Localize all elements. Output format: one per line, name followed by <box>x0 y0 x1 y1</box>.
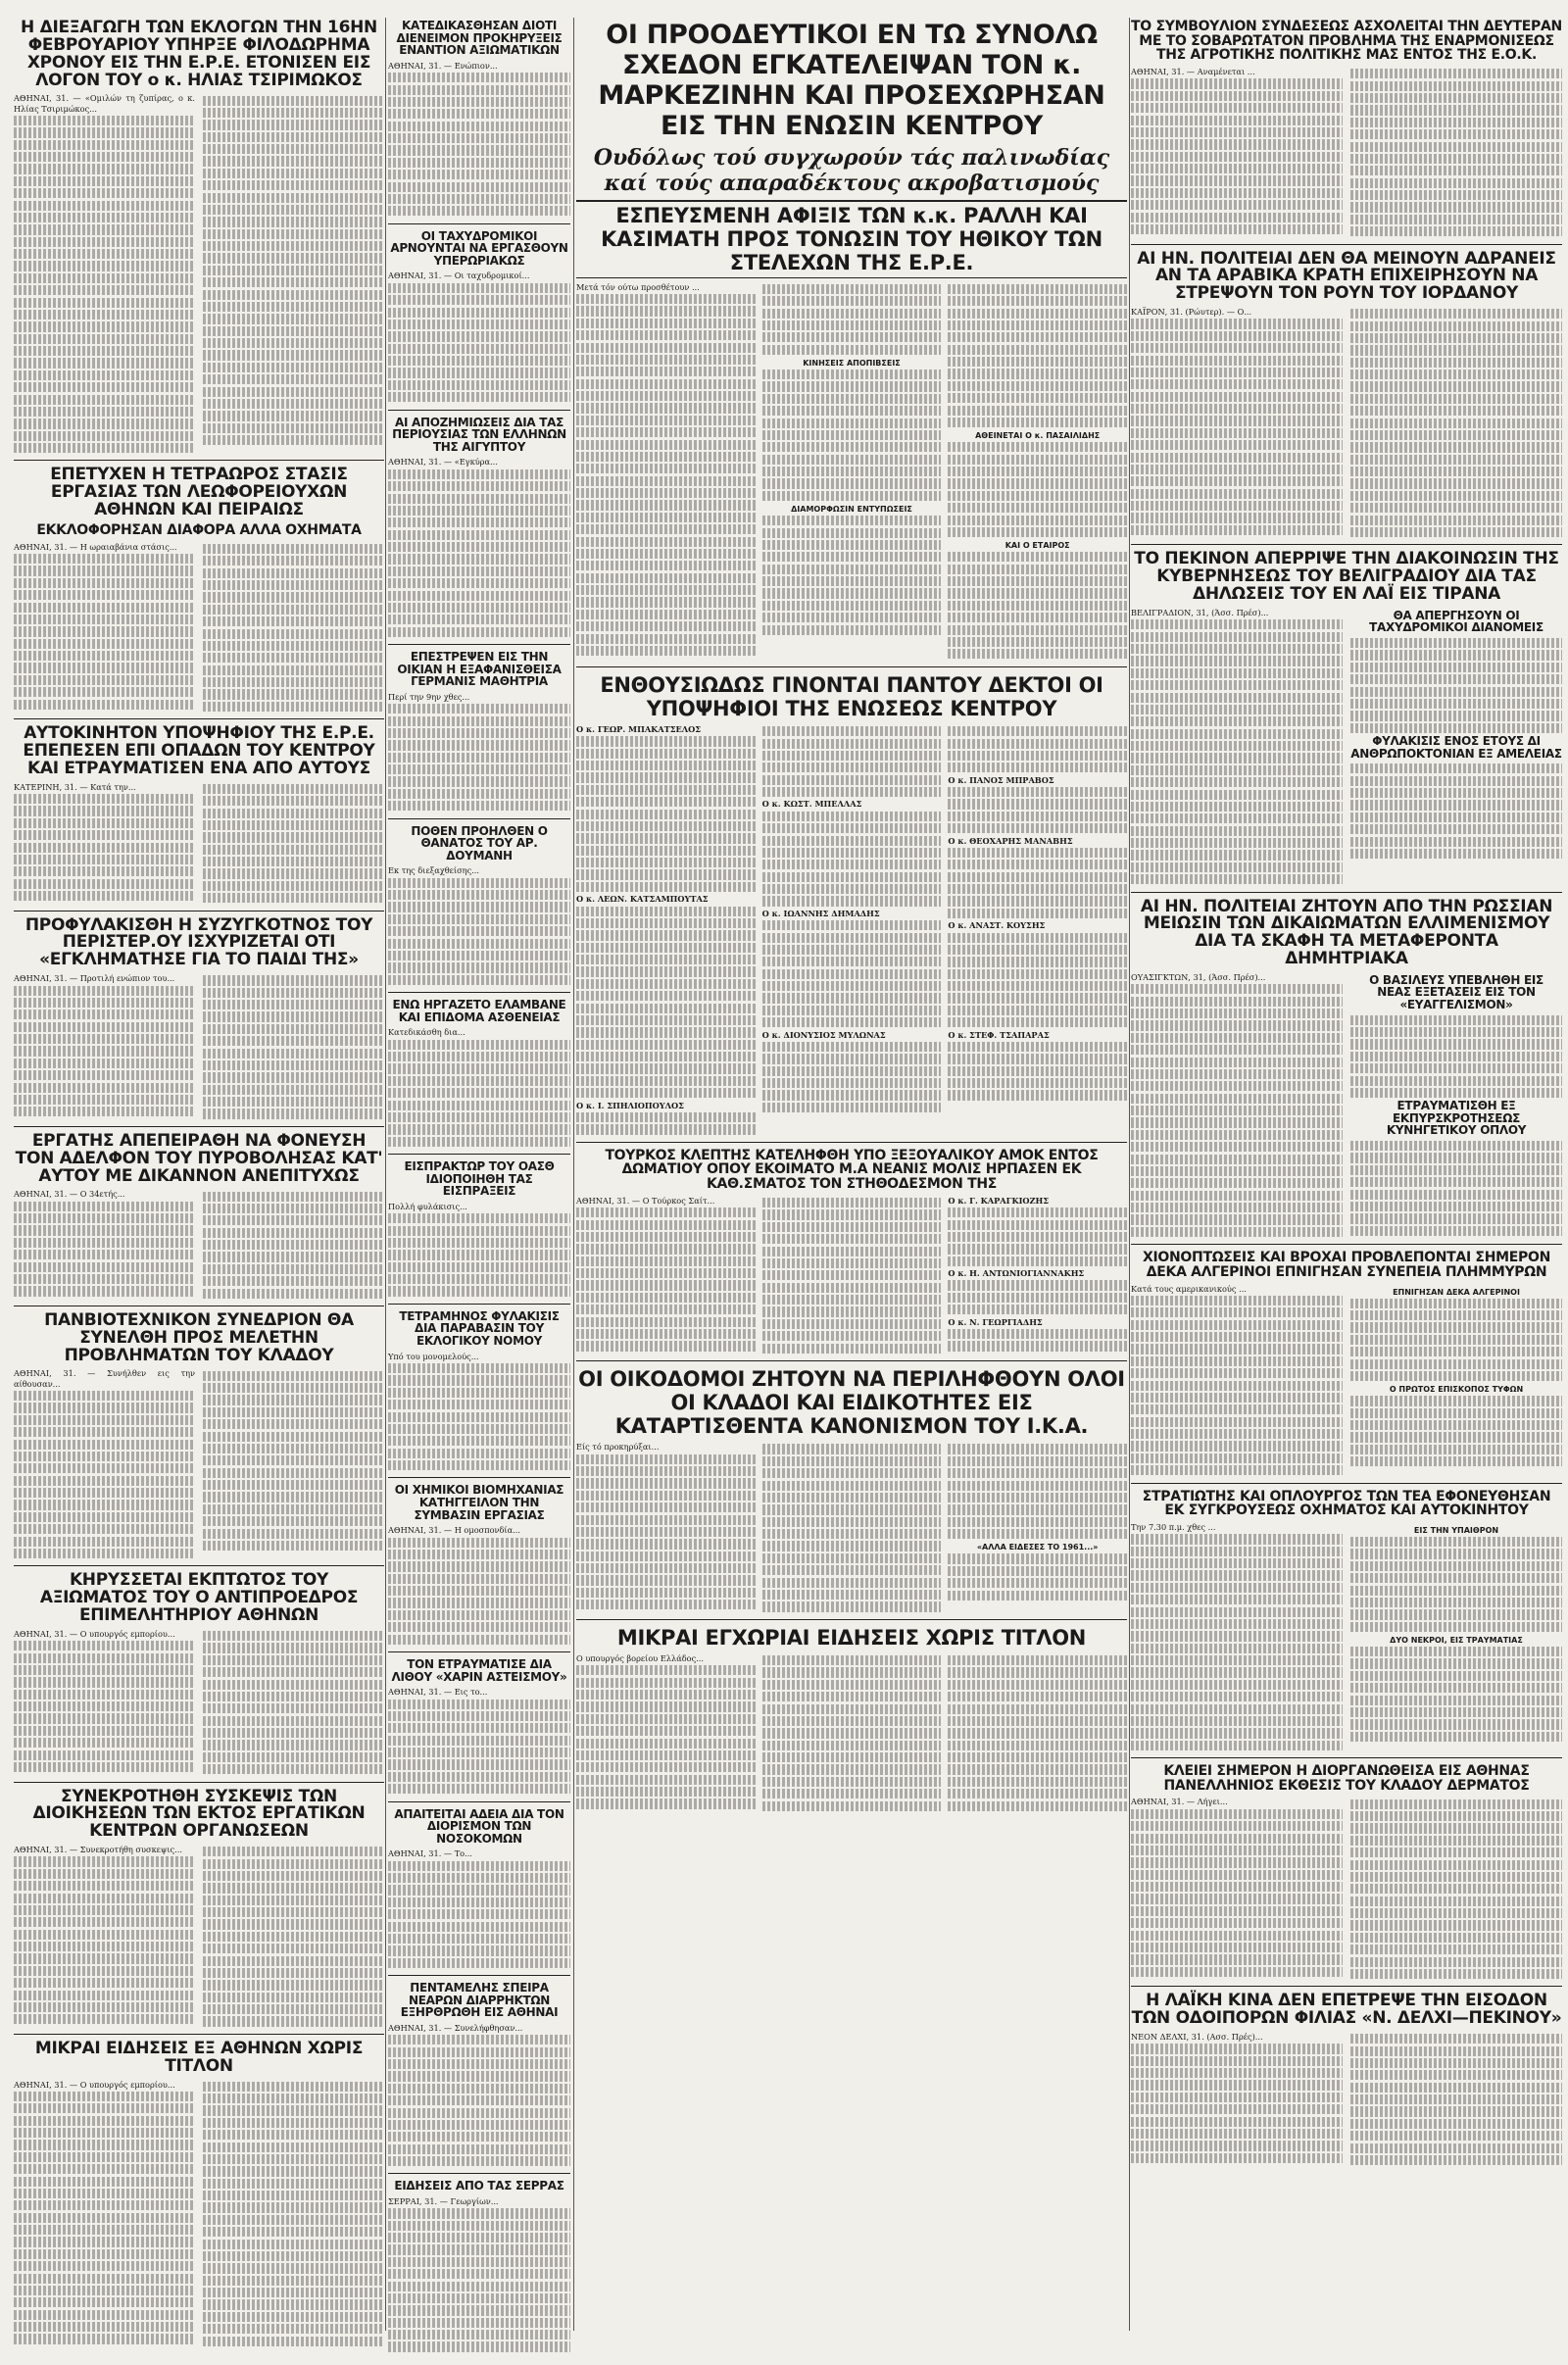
main-headline: ΟΙ ΠΡΟΟΔΕΥΤΙΚΟΙ ΕΝ ΤΩ ΣΥΝΟΛΩ ΣΧΕΔΟΝ ΕΓΚΑΤΕΛΕΙΨΑΝ ΤΟΝ κ. ΜΑΡΚΕΖΙΝΗΝ ΚΑΙ ΠΡΟΣΕΧΩΡΗΣΑΝ ΕΙΣ ΤΗΝ ΕΝΩΣΙΝ ΚΕΝΤΡΟΥ <box>598 20 1105 142</box>
column-rule <box>1129 18 1130 2331</box>
body-text <box>1350 764 1562 859</box>
article <box>14 914 384 1127</box>
headline: ΚΛΕΙΕΙ ΣΗΜΕΡΟΝ Η ΔΙΟΡΓΑΝΩΘΕΙΣΑ ΕΙΣ ΑΘΗΝΑΣ ΠΑΝΕΛΛΗΝΙΟΣ ΕΚΘΕΣΙΣ ΤΟΥ ΚΛΑΔΟΥ ΔΕΡΜΑΤΟΣ <box>1163 1763 1530 1794</box>
article <box>14 2038 384 2353</box>
body-text <box>762 1655 942 1811</box>
article-lead: ΑΘΗΝΑΙ, 31. — Το... <box>388 1848 472 1859</box>
article <box>388 1658 570 1802</box>
candidate-name: Ο κ. ΙΩΑΝΝΗΣ ΔΗΜΑΔΗΣ <box>761 908 880 918</box>
article <box>1131 1993 1562 2172</box>
body-text <box>203 1371 384 1551</box>
body-text <box>203 784 384 904</box>
body-text <box>1131 78 1343 234</box>
body-text <box>203 2082 384 2346</box>
article <box>388 20 570 224</box>
body-text <box>203 1847 384 2026</box>
body-text <box>388 2035 570 2166</box>
body-text <box>203 544 384 712</box>
article-lead: ΑΘΗΝΑΙ, 31. — Ο 34ετής... <box>14 1189 125 1200</box>
article-lead: Κατεδικάσθη δια... <box>388 1027 466 1038</box>
deck-headline: ΕΣΠΕΥΣΜΕΝΗ ΑΦΙΞΙΣ ΤΩΝ κ.κ. ΡΑΛΛΗ ΚΑΙ ΚΑΣΙΜΑΤΗ ΠΡΟΣ ΤΟΝΩΣΙΝ ΤΟΥ ΗΘΙΚΟΥ ΤΩΝ ΣΤΕΛΕΧΩΝ ΤΗΣ Ε.Ρ.Ε. <box>576 200 1127 277</box>
body-text <box>14 1641 195 1772</box>
body-text <box>1350 1396 1562 1466</box>
section-subhead: ΕΙΣ ΤΗΝ ΥΠΑΙΘΡΟΝ <box>1413 1525 1499 1535</box>
body-text <box>14 2092 195 2344</box>
article <box>14 1309 384 1566</box>
article-lead: ΑΘΗΝΑΙ, 31. — Η ομοσπονδία... <box>388 1525 520 1536</box>
body-text <box>14 986 195 1117</box>
body-text <box>948 1444 1127 1539</box>
article <box>1131 1490 1562 1759</box>
headline: ΠΕΝΤΑΜΕΛΗΣ ΣΠΕΙΡΑ ΝΕΑΡΩΝ ΔΙΑΡΡΗΚΤΩΝ ΕΞΗΡΘΡΩΘΗ ΕΙΣ ΑΘΗΝΑΙ <box>400 1981 559 2020</box>
body-text <box>1350 638 1562 733</box>
article-lead: ΑΘΗΝΑΙ, 31. — «Ομιλών τη ζυπίρας, ο κ. Ηλίας Τσιριμώκος... <box>14 93 195 114</box>
article <box>388 417 570 645</box>
article <box>388 999 570 1155</box>
headline: ΑΙ ΗΝ. ΠΟΛΙΤΕΙΑΙ ΖΗΤΟΥΝ ΑΠΟ ΤΗΝ ΡΩΣΣΙΑΝ ΜΕΙΩΣΙΝ ΤΩΝ ΔΙΚΑΙΩΜΑΤΩΝ ΕΛΛΙΜΕΝΙΣΜΟΥ ΔΙΑ ΤΑ ΣΚΑΦΗ ΤΑ ΜΕΤΑΦΕΡΟΝΤΑ ΔΗΜΗΤΡΙΑΚΑ <box>1140 896 1553 969</box>
article <box>576 1626 1127 1818</box>
article <box>1131 1251 1562 1483</box>
candidate-name: Ο κ. Η. ΑΝΤΩΝΙΟΓΙΑΝΝΑΚΗΣ <box>948 1268 1085 1279</box>
article-lead: ΑΘΗΝΑΙ, 31. — Αναμένεται ... <box>1131 67 1255 77</box>
headline: ΕΙΣΠΡΑΚΤΩΡ ΤΟΥ ΟΑΣΘ ΙΔΙΟΠΟΙΗΘΗ ΤΑΣ ΕΙΣΠΡΑΞΕΙΣ <box>404 1159 555 1199</box>
body-text <box>948 442 1127 537</box>
body-text <box>388 1363 570 1470</box>
headline: Η ΛΑΪΚΗ ΚΙΝΑ ΔΕΝ ΕΠΕΤΡΕΨΕ ΤΗΝ ΕΙΣΟΔΟΝ ΤΩΝ ΟΔΟΙΠΟΡΩΝ ΦΙΛΙΑΣ «Ν. ΔΕΛΧΙ—ΠΕΚΙΝΟΥ» <box>1131 1991 1562 2029</box>
article-lead: ΟΥΑΣΙΓΚΤΩΝ, 31, (Άσσ. Πρέσ)... <box>1131 971 1266 982</box>
body-text <box>762 1042 942 1112</box>
body-text <box>762 516 942 635</box>
body-text <box>948 1207 1127 1266</box>
headline: ΕΙΔΗΣΕΙΣ ΑΠΟ ΤΑΣ ΣΕΡΡΑΣ <box>394 2179 564 2193</box>
article-lead: ΑΘΗΝΑΙ, 31. — Προτιλή ενώπιον του... <box>14 973 175 984</box>
headline: ΕΝΘΟΥΣΙΩΔΩΣ ΓΙΝΟΝΤΑΙ ΠΑΝΤΟΥ ΔΕΚΤΟΙ ΟΙ ΥΠΟΨΗΦΙΟΙ ΤΗΣ ΕΝΩΣΕΩΣ ΚΕΝΤΡΟΥ <box>600 672 1103 720</box>
body-text <box>948 726 1127 772</box>
candidate-name: Ο κ. ΓΕΩΡ. ΜΠΑΚΑΤΣΕΛΟΣ <box>576 723 702 734</box>
article <box>576 1149 1127 1361</box>
body-text <box>1350 1537 1562 1632</box>
article <box>14 1130 384 1306</box>
candidate-name: Ο κ. Γ. ΚΑΡΑΓΚΙΟΖΗΣ <box>948 1195 1050 1206</box>
body-text <box>576 1454 756 1610</box>
article-lead: ΚΑΤΕΡΙΝΗ, 31. — Κατά την... <box>14 781 136 792</box>
column-4 <box>1131 18 1562 2178</box>
article-lead: Είς τό προκηρύξαι... <box>576 1442 660 1453</box>
article-lead: ΑΘΗΝΑΙ, 31. — Συνήλθεν εις την αίθουσαν... <box>14 1368 195 1389</box>
headline: ΠΡΟΦΥΛΑΚΙΣΘΗ Η ΣΥΖΥΓΚΟΤΝΟΣ ΤΟΥ ΠΕΡΙΣΤΕΡ.ΟΥ ΙΣΧΥΡΙΖΕΤΑΙ ΟΤΙ «ΕΓΚΛΗΜΑΤΗΣΕ ΓΙΑ ΤΟ ΠΑΙΔΙ ΤΗΣ» <box>24 914 373 970</box>
italic-subheadline: Ουδόλως τού συγχωρούν τάς παλινωδίας καί τούς απαραδέκτους ακροβατισμούς <box>593 145 1110 197</box>
headline: ΕΠΕΤΥΧΕΝ Η ΤΕΤΡΑΩΡΟΣ ΣΤΑΣΙΣ ΕΡΓΑΣΙΑΣ ΤΩΝ ΛΕΩΦΟΡΕΙΟΥΧΩΝ ΑΘΗΝΩΝ ΚΑΙ ΠΕΙΡΑΙΩΣ <box>50 465 348 520</box>
body-text <box>388 878 570 985</box>
headline: ΑΙ ΗΝ. ΠΟΛΙΤΕΙΑΙ ΔΕΝ ΘΑ ΜΕΙΝΟΥΝ ΑΔΡΑΝΕΙΣ ΑΝ ΤΑ ΑΡΑΒΙΚΑ ΚΡΑΤΗ ΕΠΙΧΕΙΡΗΣΟΥΝ ΝΑ ΣΤΡΕΨΟΥΝ ΤΟΝ ΡΟΥΝ ΤΟΥ ΙΟΡΔΑΝΟΥ <box>1137 248 1556 304</box>
body-text <box>948 1042 1127 1101</box>
article <box>14 20 384 461</box>
article-lead: Την 7.30 π.μ. χθες ... <box>1131 1521 1216 1532</box>
body-text <box>203 1192 384 1299</box>
body-text <box>1350 69 1562 236</box>
body-text <box>948 1655 1127 1811</box>
article-lead: ΑΘΗΝΑΙ, 31. — Οι ταχυδρομικοί... <box>388 271 530 281</box>
headline: ΠΑΝΒΙΟΤΕΧΝΙΚΟΝ ΣΥΝΕΔΡΙΟΝ ΘΑ ΣΥΝΕΛΘΗ ΠΡΟΣ ΜΕΛΕΤΗΝ ΠΡΟΒΛΗΜΑΤΩΝ ΤΟΥ ΚΛΑΔΟΥ <box>44 1309 354 1365</box>
body-text <box>948 552 1127 659</box>
body-text <box>762 284 942 355</box>
body-text <box>14 1856 195 2024</box>
body-text <box>948 1280 1127 1314</box>
article <box>388 825 570 994</box>
article <box>1131 20 1562 245</box>
article-lead: ΒΕΛΙΓΡΑΔΙΟΝ, 31, (Άσσ. Πρέσ)... <box>1131 607 1269 617</box>
column-1 <box>14 18 384 2359</box>
lead-article <box>576 20 1127 667</box>
body-text <box>388 704 570 811</box>
article <box>388 1310 570 1479</box>
article <box>388 1808 570 1977</box>
body-text <box>14 554 195 710</box>
section-subhead: ΑΘΕΙΝΕΤΑΙ Ο κ. ΠΑΣΑΙΛΙΔΗΣ <box>975 431 1101 441</box>
article-lead: ΑΘΗΝΑΙ, 31. — Η ωραιαβάνια στάσις... <box>14 541 177 552</box>
body-text <box>1350 1141 1562 1236</box>
body-text <box>14 1202 195 1297</box>
subheadline: Ο ΒΑΣΙΛΕΥΣ ΥΠΕΒΛΗΘΗ ΕΙΣ ΝΕΑΣ ΕΞΕΤΑΣΕΙΣ ΕΙΣ ΤΟΝ «ΕΥΑΓΓΕΛΙΣΜΟΝ» <box>1369 972 1544 1012</box>
article <box>1131 248 1562 546</box>
body-text <box>948 284 1127 427</box>
article-lead: Υπό του μονομελούς... <box>388 1351 479 1361</box>
column-3 <box>576 18 1127 1824</box>
section-subhead: «ΑΛΛΑ ΕΙΔΕΣΕΣ ΤΟ 1961...» <box>976 1543 1099 1552</box>
article-lead: Περί την 9ην χθες... <box>388 691 470 702</box>
article <box>388 230 570 411</box>
article <box>1131 551 1562 892</box>
body-text <box>576 294 756 656</box>
body-text <box>1350 1647 1562 1742</box>
section-subhead: ΚΑΙ Ο ΕΤΑΙΡΟΣ <box>1004 541 1070 551</box>
article-lead: ΑΘΗΝΑΙ, 31. — Ο υπουργός εμπορίου... <box>14 2079 175 2090</box>
body-text <box>762 1198 942 1354</box>
body-text <box>1131 1296 1343 1475</box>
headline: ΤΟ ΣΥΜΒΟΥΛΙΟΝ ΣΥΝΔΕΣΕΩΣ ΑΣΧΟΛΕΙΤΑΙ ΤΗΝ ΔΕΥΤΕΡΑΝ ΜΕ ΤΟ ΣΟΒΑΡΩΤΑΤΟΝ ΠΡΟΒΛΗΜΑ ΤΗΣ ΕΝΑΡΜΟΝΙΣΕΩΣ ΤΗΣ ΑΓΡΟΤΙΚΗΣ ΠΟΛΙΤΙΚΗΣ ΜΑΣ ΕΝΤΟΣ ΤΗΣ Ε.Ο.Κ. <box>1131 19 1562 64</box>
article-lead: Κατά τους αμερικανικούς ... <box>1131 1283 1247 1294</box>
article-lead: ΑΘΗΝΑΙ, 31. — Συνεκροτήθη συσκεψις... <box>14 1845 182 1855</box>
article <box>14 467 384 719</box>
body-text <box>1131 2044 1343 2163</box>
article <box>576 1367 1127 1620</box>
article <box>14 725 384 911</box>
article-lead: ΑΘΗΝΑΙ, 31. — Συνελήφθησαν... <box>388 2022 523 2033</box>
body-text <box>948 787 1127 833</box>
section-subhead: ΔΙΑΜΟΡΦΩΣΙΝ ΕΝΤΥΠΩΣΕΙΣ <box>791 504 912 514</box>
body-text <box>203 975 384 1118</box>
headline: ΑΙ ΑΠΟΖΗΜΙΩΣΕΙΣ ΔΙΑ ΤΑΣ ΠΕΡΙΟΥΣΙΑΣ ΤΩΝ ΕΛΛΗΝΩΝ ΤΗΣ ΑΙΓΥΠΤΟΥ <box>392 415 566 454</box>
body-text <box>576 1665 756 1808</box>
section-subhead: Ο ΠΡΩΤΟΣ ΕΠΙΣΚΟΠΟΣ ΤΥΦΩΝ <box>1389 1385 1524 1395</box>
headline: ΜΙΚΡΑΙ ΕΓΧΩΡΙΑΙ ΕΙΔΗΣΕΙΣ ΧΩΡΙΣ ΤΙΤΛΟΝ <box>616 1625 1087 1650</box>
body-text <box>762 370 942 501</box>
column-2 <box>388 18 570 2365</box>
headline: ΜΙΚΡΑΙ ΕΙΔΗΣΕΙΣ ΕΞ ΑΘΗΝΩΝ ΧΩΡΙΣ ΤΙΤΛΟΝ <box>34 2038 364 2076</box>
article <box>14 1572 384 1782</box>
body-text <box>762 726 942 797</box>
column-rule <box>385 18 386 2331</box>
body-text <box>1131 984 1343 1237</box>
body-text <box>14 1391 195 1558</box>
headline: ΕΠΕΣΤΡΕΨΕΝ ΕΙΣ ΤΗΝ ΟΙΚΙΑΝ Η ΕΞΑΦΑΝΙΣΘΕΙΣΑ ΓΕΡΜΑΝΙΣ ΜΑΘΗΤΡΙΑ <box>397 650 562 689</box>
article-lead: Εκ της διεξαχθείσης... <box>388 865 479 876</box>
candidate-name: Ο κ. ΚΩΣΤ. ΜΠΕΛΛΑΣ <box>761 799 862 810</box>
article-lead: ΣΕΡΡΑΙ, 31. — Γεωργίων... <box>388 2195 499 2206</box>
article-lead: ΑΘΗΝΑΙ, 31. — Λήγει... <box>1131 1797 1228 1807</box>
article <box>388 1982 570 2174</box>
body-text <box>762 1444 942 1611</box>
headline: Η ΔΙΕΞΑΓΩΓΗ ΤΩΝ ΕΚΛΟΓΩΝ ΤΗΝ 16ΗΝ ΦΕΒΡΟΥΑΡΙΟΥ ΥΠΗΡΞΕ ΦΙΛΟΔΩΡΗΜΑ ΧΡΟΝΟΥ ΕΙΣ ΤΗΝ Ε.Ρ.Ε. ΕΤΟΝΙΣΕΝ ΕΙΣ ΛΟΓΟΝ ΤΟΥ ο κ. ΗΛΙΑΣ ΤΣΙΡΙΜΩΚΟΣ <box>21 18 377 90</box>
candidate-name: Ο κ. ΛΕΩΝ. ΚΑΤΣΑΜΠΟΥΤΑΣ <box>576 894 709 905</box>
headline: ΠΟΘΕΝ ΠΡΟΗΛΘΕΝ Ο ΘΑΝΑΤΟΣ ΤΟΥ ΑΡ. ΔΟΥΜΑΝΗ <box>411 823 548 862</box>
body-text <box>14 116 195 453</box>
body-text <box>388 2208 570 2351</box>
article-lead: ΝΕΟΝ ΔΕΛΧΙ, 31. (Ασσ. Πρές)... <box>1131 2031 1263 2042</box>
subheadline: ΦΥΛΑΚΙΣΙΣ ΕΝΟΣ ΕΤΟΥΣ ΔΙ ΑΝΘΡΩΠΟΚΤΟΝΙΑΝ ΕΞ ΑΜΕΛΕΙΑΣ <box>1350 734 1562 761</box>
body-text <box>576 1112 756 1135</box>
article-lead: ΑΘΗΝΑΙ, 31. — Εις το... <box>388 1687 488 1698</box>
body-text <box>388 469 570 637</box>
candidate-name: Ο κ. Ν. ΓΕΩΡΓΙΑΔΗΣ <box>948 1316 1043 1327</box>
body-text <box>1350 2034 1562 2165</box>
body-text <box>576 1207 756 1351</box>
article <box>576 673 1127 1143</box>
headline: ΣΤΡΑΤΙΩΤΗΣ ΚΑΙ ΟΠΛΟΥΡΓΟΣ ΤΩΝ ΤΕΑ ΕΦΟΝΕΥΘΗΣΑΝ ΕΚ ΣΥΓΚΡΟΥΣΕΩΣ ΟΧΗΜΑΤΟΣ ΚΑΙ ΑΥΤΟΚΙΝΗΤΟΥ <box>1142 1488 1551 1519</box>
body-text <box>1131 319 1343 535</box>
body-text <box>1350 1799 1562 1979</box>
headline: ΤΟΝ ΕΤΡΑΥΜΑΤΙΣΕ ΔΙΑ ΛΙΘΟΥ «ΧΑΡΙΝ ΑΣΤΕΙΣΜΟΥ» <box>391 1656 567 1684</box>
headline: ΤΕΤΡΑΜΗΝΟΣ ΦΥΛΑΚΙΣΙΣ ΔΙΑ ΠΑΡΑΒΑΣΙΝ ΤΟΥ ΕΚΛΟΓΙΚΟΥ ΝΟΜΟΥ <box>399 1308 560 1349</box>
article-lead: ΑΘΗΝΑΙ, 31. — Ο Τούρκος Σαίτ... <box>576 1195 715 1206</box>
headline: ΕΝΩ ΗΡΓΑΖΕΤΟ ΕΛΑΜΒΑΝΕ ΚΑΙ ΕΠΙΔΟΜΑ ΑΣΘΕΝΕΙΑΣ <box>392 998 566 1024</box>
body-text <box>388 73 570 216</box>
subheadline: ΘΑ ΑΠΕΡΓΗΣΟΥΝ ΟΙ ΤΑΧΥΔΡΟΜΙΚΟΙ ΔΙΑΝΟΜΕΙΣ <box>1369 608 1544 635</box>
headline: ΤΟΥΡΚΟΣ ΚΛΕΠΤΗΣ ΚΑΤΕΛΗΦΘΗ ΥΠΟ ΞΕΞΟΥΑΛΙΚΟΥ ΑΜΟΚ ΕΝΤΟΣ ΔΩΜΑΤΙΟΥ ΟΠΟΥ ΕΚΟΙΜΑΤΟ Μ.Α ΝΕΑΝΙΣ ΜΟΛΙΣ ΗΡΠΑΣΕΝ ΕΚ ΚΑΘ.ΣΜΑΤΟΣ ΤΟΝ ΣΤΗΘΟΔΕΣΜΟΝ ΤΗΣ <box>605 1147 1099 1193</box>
article <box>14 1786 384 2035</box>
body-text <box>576 736 756 892</box>
body-text <box>203 96 384 446</box>
subheadline: ΕΚΚΛΟΦΟΡΗΣΑΝ ΔΙΑΦΟΡΑ ΑΛΛΑ ΟΧΗΜΑΤΑ <box>36 522 362 538</box>
article <box>388 651 570 819</box>
candidate-name: Ο κ. ΘΕΟΧΑΡΗΣ ΜΑΝΑΒΗΣ <box>948 835 1073 846</box>
article <box>388 1160 570 1305</box>
headline: ΤΟ ΠΕΚΙΝΟΝ ΑΠΕΡΡΙΨΕ ΤΗΝ ΔΙΑΚΟΙΝΩΣΙΝ ΤΗΣ ΚΥΒΕΡΝΗΣΕΩΣ ΤΟΥ ΒΕΛΙΓΡΑΔΙΟΥ ΔΙΑ ΤΑΣ ΔΗΛΩΣΕΙΣ ΤΟΥ ΕΝ ΛΑΪ ΕΙΣ ΤΙΡΑΝΑ <box>1134 549 1559 605</box>
headline: ΑΠΑΙΤΕΙΤΑΙ ΑΔΕΙΑ ΔΙΑ ΤΟΝ ΔΙΟΡΙΣΜΟΝ ΤΩΝ ΝΟΣΟΚΟΜΩΝ <box>394 1806 564 1846</box>
candidate-name: Ο κ. ΔΙΟΝΥΣΙΟΣ ΜΥΛΩΝΑΣ <box>761 1029 886 1040</box>
headline: ΟΙ ΟΙΚΟΔΟΜΟΙ ΖΗΤΟΥΝ ΝΑ ΠΕΡΙΛΗΦΘΟΥΝ ΟΛΟΙ ΟΙ ΚΛΑΔΟΙ ΚΑΙ ΕΙΔΙΚΟΤΗΤΕΣ ΕΙΣ ΚΑΤΑΡΤΙΣΘΕΝΤΑ ΚΑΝΟΝΙΣΜΟΝ ΤΟΥ Ι.Κ.Α. <box>578 1366 1125 1439</box>
article-lead: Μετά τόν ούτω προσθέτουν ... <box>576 281 700 292</box>
subheadline: ΕΤΡΑΥΜΑΤΙΣΘΗ ΕΞ ΕΚΠΥΡΣΚΡΟΤΗΣΕΩΣ ΚΥΝΗΓΕΤΙΚΟΥ ΟΠΛΟΥ <box>1386 1099 1527 1138</box>
section-subhead: ΔΥΟ ΝΕΚΡΟΙ, ΕΙΣ ΤΡΑΥΜΑΤΙΑΣ <box>1390 1635 1523 1645</box>
body-text <box>388 1861 570 1968</box>
article-lead: ΑΘΗΝΑΙ, 31. — Ο υπουργός εμπορίου... <box>14 1628 175 1639</box>
headline: ΚΗΡΥΣΣΕΤΑΙ ΕΚΠΤΩΤΟΣ ΤΟΥ ΑΞΙΩΜΑΤΟΣ ΤΟΥ Ο ΑΝΤΙΠΡΟΕΔΡΟΣ ΕΠΙΜΕΛΗΤΗΡΙΟΥ ΑΘΗΝΩΝ <box>39 1570 359 1625</box>
body-text <box>1131 1534 1343 1750</box>
candidate-name: Ο κ. ΣΤΕΦ. ΤΣΑΠΑΡΑΣ <box>948 1029 1050 1040</box>
candidate-name: Ο κ. ΠΑΝΟΣ ΜΠΡΑΒΟΣ <box>948 774 1054 785</box>
body-text <box>948 1553 1127 1600</box>
body-text <box>1350 1015 1562 1098</box>
body-text <box>1350 309 1562 537</box>
headline: ΧΙΟΝΟΠΤΩΣΕΙΣ ΚΑΙ ΒΡΟΧΑΙ ΠΡΟΒΛΕΠΟΝΤΑΙ ΣΗΜΕΡΟΝ ΔΕΚΑ ΑΛΓΕΡΙΝΟΙ ΕΠΝΙΓΗΣΑΝ ΣΥΝΕΠΕΙΑ ΠΛΗΜΜΥΡΩΝ <box>1143 1250 1550 1280</box>
body-text <box>14 794 195 901</box>
body-text <box>388 1700 570 1795</box>
body-text <box>762 812 942 907</box>
body-text <box>1350 1299 1562 1381</box>
column-rule <box>573 18 574 2331</box>
body-text <box>576 907 756 1099</box>
section-subhead: ΕΠΝΙΓΗΣΑΝ ΔΕΚΑ ΑΛΓΕΡΙΝΟΙ <box>1393 1287 1520 1297</box>
headline: ΕΡΓΑΤΗΣ ΑΠΕΠΕΙΡΑΘΗ ΝΑ ΦΟΝΕΥΣΗ ΤΟΝ ΑΔΕΛΦΟΝ ΤΟΥ ΠΥΡΟΒΟΛΗΣΑΣ ΚΑΤ' ΑΥΤΟΥ ΜΕ ΔΙΚΑΝΝΟΝ ΑΝΕΠΙΤΥΧΩΣ <box>15 1130 383 1186</box>
body-text <box>203 1631 384 1774</box>
body-text <box>948 848 1127 918</box>
candidate-name: Ο κ. ΑΝΑΣΤ. ΚΟΥΣΗΣ <box>948 920 1046 931</box>
article-lead: Πολλή φυλάκισις... <box>388 1201 467 1211</box>
body-text <box>948 1329 1127 1352</box>
headline: ΟΙ ΤΑΧΥΔΡΟΜΙΚΟΙ ΑΡΝΟΥΝΤΑΙ ΝΑ ΕΡΓΑΣΘΟΥΝ ΥΠΕΡΩΡΙΑΚΩΣ <box>390 228 568 268</box>
headline: ΣΥΝΕΚΡΟΤΗΘΗ ΣΥΣΚΕΨΙΣ ΤΩΝ ΔΙΟΙΚΗΣΕΩΝ ΤΩΝ ΕΚΤΟΣ ΕΡΓΑΤΙΚΩΝ ΚΕΝΤΡΩΝ ΟΡΓΑΝΩΣΕΩΝ <box>32 1786 366 1842</box>
body-text <box>762 920 942 1027</box>
body-text <box>388 1538 570 1645</box>
body-text <box>1131 1809 1343 1977</box>
body-text <box>388 283 570 403</box>
headline: ΟΙ ΧΗΜΙΚΟΙ ΒΙΟΜΗΧΑΝΙΑΣ ΚΑΤΗΓΓΕΙΛΟΝ ΤΗΝ ΣΥΜΒΑΣΙΝ ΕΡΓΑΣΙΑΣ <box>394 1483 564 1522</box>
candidate-name: Ο κ. Ι. ΣΠΗΛΙΟΠΟΥΛΟΣ <box>576 1100 684 1110</box>
article-lead: Ο υπουργός βορείου Ελλάδος... <box>576 1652 704 1663</box>
headline: ΑΥΤΟΚΙΝΗΤΟΝ ΥΠΟΨΗΦΙΟΥ ΤΗΣ Ε.Ρ.Ε. ΕΠΕΠΕΣΕΝ ΕΠΙ ΟΠΑΔΩΝ ΤΟΥ ΚΕΝΤΡΟΥ ΚΑΙ ΕΤΡΑΥΜΑΤΙΣΕΝ ΕΝΑ ΑΠΟ ΑΥΤΟΥΣ <box>23 723 375 778</box>
body-text <box>388 1040 570 1147</box>
article <box>1131 896 1562 1246</box>
body-text <box>948 933 1127 1028</box>
article <box>1131 1764 1562 1987</box>
headline: ΚΑΤΕΔΙΚΑΣΘΗΣΑΝ ΔΙΟΤΙ ΔΙΕΝΕΙΜΟΝ ΠΡΟΚΗΡΥΞΕΙΣ ΕΝΑΝΤΙΟΝ ΑΞΙΩΜΑΤΙΚΩΝ <box>396 19 563 58</box>
article-lead: ΚΑΪΡΟΝ, 31. (Ρώυτερ). — Ο... <box>1131 307 1252 318</box>
article <box>388 1484 570 1652</box>
body-text <box>1131 619 1343 884</box>
article-lead: ΑΘΗΝΑΙ, 31. — «Εγκύρα... <box>388 457 498 468</box>
article <box>388 2180 570 2358</box>
body-text <box>388 1213 570 1296</box>
article-lead: ΑΘΗΝΑΙ, 31. — Ενώπιον... <box>388 60 498 71</box>
section-subhead: ΚΙΝΗΣΕΙΣ ΑΠΟΠΙΒΣΕΙΣ <box>803 358 901 368</box>
